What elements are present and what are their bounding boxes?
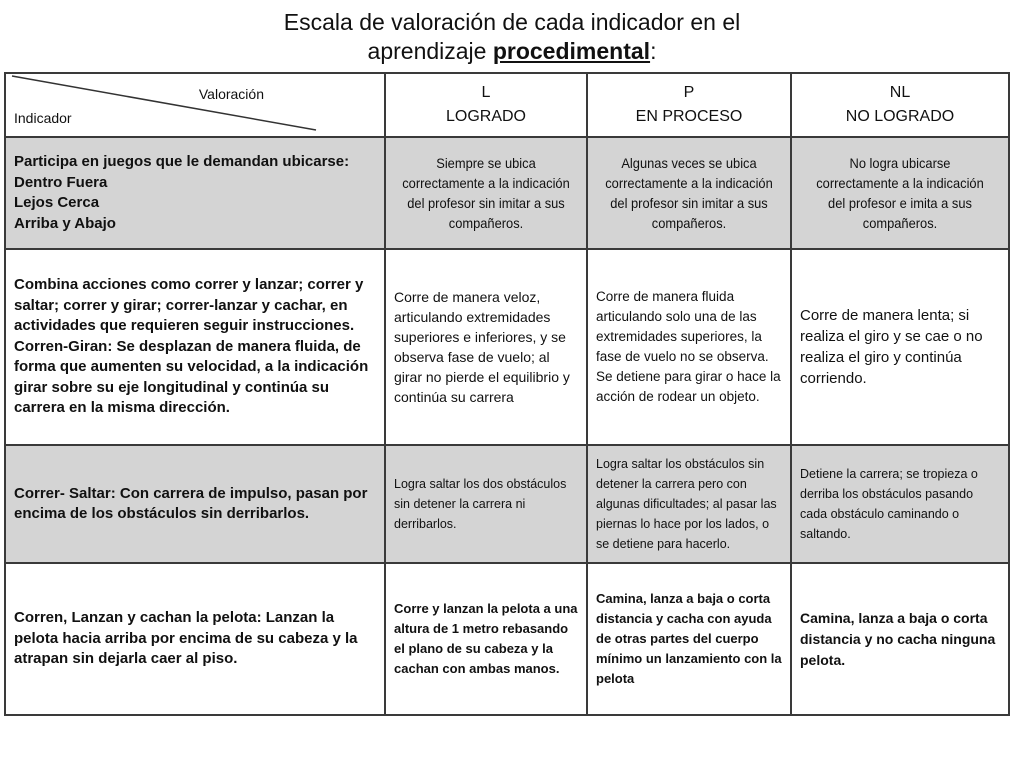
logrado-text: Corre de manera veloz, articulando extremidades superiores e inferiores, y se observa fase de vuelo; al girar no pierde el equilibrio y continúa su carrera bbox=[394, 289, 570, 405]
logrado-cell bbox=[385, 563, 587, 715]
indicator-text: Participa en juegos que le demandan ubicarse: bbox=[14, 153, 350, 170]
indicator-cell bbox=[5, 249, 385, 445]
indicator-cell bbox=[5, 563, 385, 715]
indicator-text: Lejos Cerca bbox=[14, 194, 100, 211]
header-indicador: Indicador bbox=[14, 110, 72, 126]
en-proceso-text: Camina, lanza a baja o corta distancia y cacha con ayuda de otras partes del cuerpo mínimo un lanzamiento con la pelota bbox=[596, 591, 782, 686]
no-logrado-text: Camina, lanza a baja o corta distancia y no cacha ninguna pelota. bbox=[800, 609, 996, 668]
en-proceso-cell bbox=[587, 445, 791, 563]
logrado-cell bbox=[385, 445, 587, 563]
logrado-cell bbox=[385, 249, 587, 445]
logrado-text: Corre y lanzan la pelota a una altura de 1 metro rebasando el plano de su cabeza y la cachan con ambas manos. bbox=[394, 601, 578, 676]
indicator-text: Combina acciones como correr y lanzar; correr y saltar; correr y girar; correr-lanzar y cachar, en actividades que requieren seguir instrucciones. bbox=[14, 276, 364, 335]
header-en-proceso bbox=[587, 73, 791, 137]
header-nl-code: NL bbox=[889, 84, 911, 101]
logrado-text: Siempre se ubica correctamente a la indicación del profesor sin imitar a sus compañeros. bbox=[402, 155, 570, 231]
en-proceso-text: Corre de manera fluida articulando solo una de las extremidades superiores, la fase de vuelo no se observa. Se detiene para girar o hace la acción de rodear un objeto. bbox=[596, 289, 781, 404]
logrado-text: Logra saltar los dos obstáculos sin detener la carrera ni derribarlos. bbox=[394, 477, 567, 531]
header-l-code: L bbox=[481, 84, 491, 101]
header-no-logrado bbox=[791, 73, 1009, 137]
no-logrado-text: No logra ubicarse correctamente a la indicación del profesor e imita a sus compañeros. bbox=[816, 155, 984, 231]
no-logrado-cell bbox=[791, 445, 1009, 563]
en-proceso-text: Logra saltar los obstáculos sin detener la carrera pero con algunas dificultades; al pasar las piernas lo hace por los lados, o se detiene para hacerlo. bbox=[596, 457, 777, 551]
table-row bbox=[5, 249, 1009, 445]
header-nl-label: NO LOGRADO bbox=[845, 108, 955, 125]
table-row bbox=[5, 137, 1009, 249]
indicator-text: Correr- Saltar: Con carrera de impulso, pasan por encima de los obstáculos sin derribarlos. bbox=[14, 484, 368, 522]
en-proceso-cell bbox=[587, 249, 791, 445]
en-proceso-cell bbox=[587, 563, 791, 715]
header-logrado bbox=[385, 73, 587, 137]
logrado-cell bbox=[385, 137, 587, 249]
no-logrado-cell bbox=[791, 249, 1009, 445]
no-logrado-cell bbox=[791, 137, 1009, 249]
en-proceso-cell bbox=[587, 137, 791, 249]
indicator-cell bbox=[5, 445, 385, 563]
table-row bbox=[5, 445, 1009, 563]
header-p-label: EN PROCESO bbox=[635, 108, 743, 125]
title-line-2-plain: aprendizaje bbox=[367, 38, 493, 64]
indicator-text: Arriba y Abajo bbox=[14, 214, 116, 232]
header-valoracion: Valoración bbox=[198, 86, 264, 102]
no-logrado-text: Detiene la carrera; se tropieza o derriba los obstáculos pasando cada obstáculo caminando o saltando. bbox=[800, 467, 978, 541]
table-row bbox=[5, 563, 1009, 715]
no-logrado-cell bbox=[791, 563, 1009, 715]
header-p-code: P bbox=[683, 84, 695, 101]
en-proceso-text: Algunas veces se ubica correctamente a la indicación del profesor sin imitar a sus compañeros. bbox=[605, 155, 773, 231]
header-l-label: LOGRADO bbox=[445, 108, 526, 125]
indicator-text: Corren, Lanzan y cachan la pelota: Lanzan la pelota hacia arriba por encima de su cabeza y la atrapan sin dejarla caer al piso. bbox=[14, 609, 358, 668]
title-line-1: Escala de valoración de cada indicador en el bbox=[283, 9, 741, 35]
no-logrado-text: Corre de manera lenta; si realiza el giro y se cae o no realiza el giro y continúa corriendo. bbox=[800, 307, 983, 387]
indicator-text: Corren-Giran: Se desplazan de manera fluida, de forma que aumenten su velocidad, a la indicación girar sobre su eje longitudinal y continúa su carrera en la misma dirección. bbox=[14, 337, 369, 417]
title-line-2 bbox=[0, 37, 1024, 66]
indicator-text: Dentro Fuera bbox=[14, 173, 108, 191]
rating-scale-table bbox=[4, 72, 1010, 716]
indicator-cell bbox=[5, 137, 385, 249]
header-corner-cell bbox=[5, 73, 385, 137]
header-row bbox=[5, 73, 1009, 137]
title-underlined-word: procedimental bbox=[492, 38, 651, 64]
title-line-2-end: : bbox=[650, 38, 657, 64]
page-title bbox=[0, 8, 1024, 66]
